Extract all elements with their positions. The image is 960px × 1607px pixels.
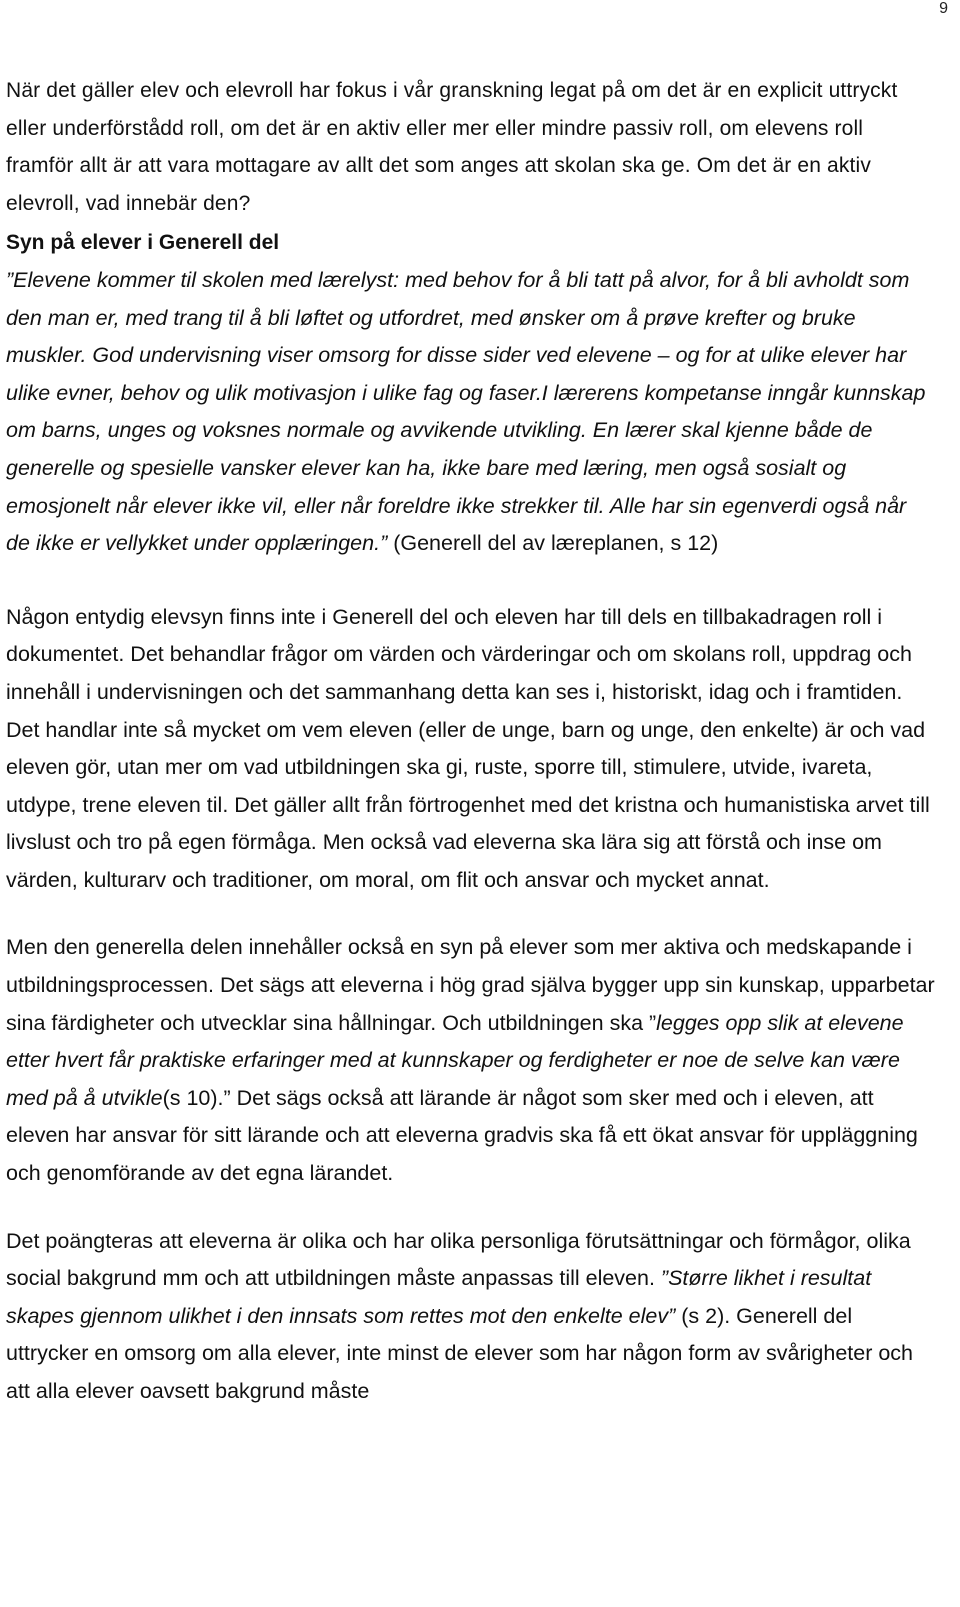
body-paragraph-2-text: Men den generella delen innehåller också en syn på elever som mer aktiva och medskapande i utbildningsprocessen. Det sägs att eleverna i hög grad själva bygger upp sin kunskap, upparbetar sina färdigheter och utvecklar sina hållningar. Och utbildningen ska ”	[6, 935, 935, 1035]
page-number: 9	[939, 0, 948, 17]
body-paragraph-3-cont: (s 2). Generell del uttrycker en omsorg om alla elever, inte minst de elever som har någon form av svårigheter och att alla elever oavsett bakgrund måste	[6, 1303, 913, 1403]
document-body	[6, 72, 936, 1411]
intro-paragraph: När det gäller elev och elevroll har fokus i vår granskning legat på om det är en explicit uttryckt eller underförstådd roll, om det är en aktiv eller mer eller mindre passiv roll, om elevens roll framför allt är att vara mottagare av allt det som anges att skolan ska ge. Om det är en aktiv elevroll, vad innebär den?	[6, 79, 898, 215]
body-paragraph-3	[6, 1223, 936, 1411]
body-paragraph-2	[6, 929, 936, 1192]
quote-paragraph	[6, 262, 936, 563]
quote-text: ”Elevene kommer til skolen med lærelyst: med behov for å bli tatt på alvor, for å bli avholdt som den man er, med trang til å bli løftet og utfordret, med ønsker om å prøve krefter og bruke muskler. God undervisning viser omsorg for disse sider ved elevene – og for at ulike elever har ulike evner, behov og ulik motivasjon i ulike fag og faser.I lærerens kompetanse inngår kunnskap om barns, unges og voksnes normale og avvikende utvikling. En lærer skal kjenne både de generelle og spesielle vansker elever kan ha, ikke bare med læring, men også sosialt og emosjonelt når elever ikke vil, eller når foreldre ikke strekker til. Alle har sin egenverdi også når de ikke er vellykket under opplæringen.”	[6, 267, 926, 556]
section-heading: Syn på elever i Generell del	[6, 231, 280, 255]
body-paragraph-1: Någon entydig elevsyn finns inte i Generell del och eleven har till dels en tillbakadragen roll i dokumentet. Det behandlar frågor om värden och värderingar och om skolans roll, uppdrag och innehåll i undervisningen och det sammanhang detta kan ses i, historiskt, idag och i framtiden. Det handlar inte så mycket om vem eleven (eller de unge, barn og unge, den enkelte) är och vad eleven gör, utan mer om vad utbildningen ska gi, ruste, sporre till, stimulere, utvide, ivareta, utdype, trene eleven til. Det gäller allt från förtrogenhet med det kristna och humanistiska arvet till livslust och tro på egen förmåga. Men också vad eleverna ska lära sig att förstå och inse om värden, kulturarv och traditioner, om moral, om flit och ansvar och mycket annat.	[6, 604, 930, 892]
body-paragraph-2-cont: (s 10).” Det sägs också att lärande är något som sker med och i eleven, att eleven har ansvar för sitt lärande och att eleverna gradvis ska få ett ökat ansvar för uppläggning och genomförande av det egna lärandet.	[6, 1085, 918, 1186]
quote-citation: (Generell del av læreplanen, s 12)	[387, 531, 719, 556]
body-paragraph-3-quote: ”Større likhet i resultat skapes gjennom ulikhet i den innsats som rettes mot den enkelte elev”	[6, 1266, 872, 1328]
body-paragraph-2-quote: legges opp slik at elevene etter hvert får praktiske erfaringer med at kunnskaper og ferdigheter er noe de selve kan være med på å utvikle	[6, 1010, 904, 1110]
body-paragraph-3-text: Det poängteras att eleverna är olika och har olika personliga förutsättningar och förmågor, olika social bakgrund mm och att utbildningen måste anpassas till eleven.	[6, 1228, 911, 1291]
